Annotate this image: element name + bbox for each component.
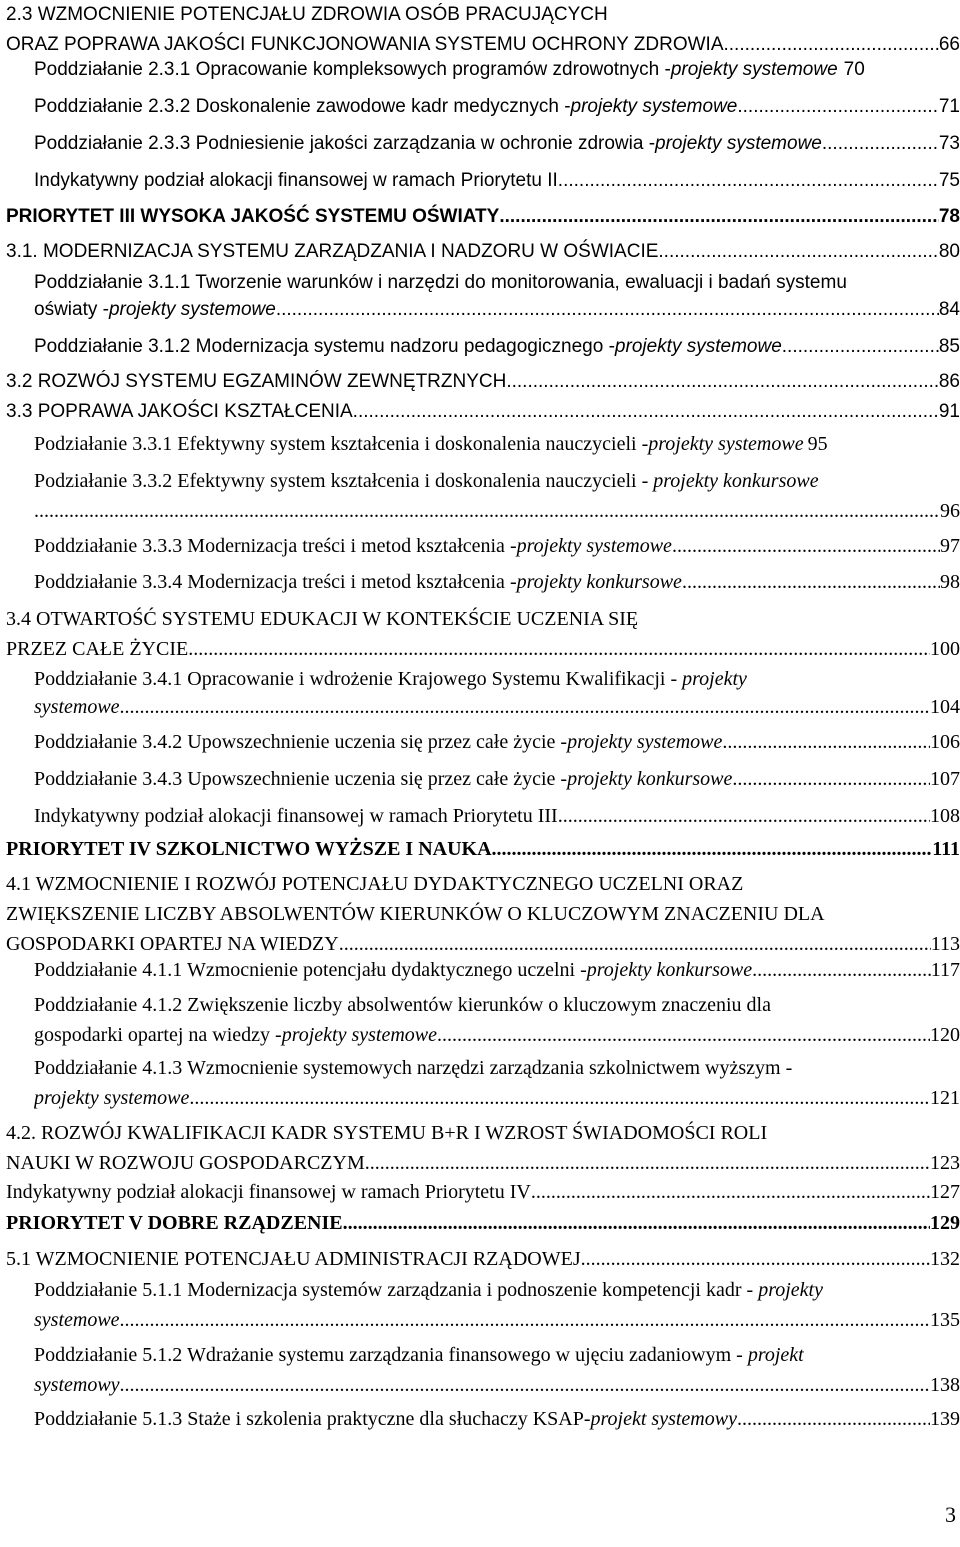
toc-entry[interactable]: [34, 332, 960, 362]
toc-entry-italic: projekt: [747, 1344, 804, 1366]
toc-entry-text: 3.4 OTWARTOŚĆ SYSTEMU EDUKACJI W KONTEKŚCIE UCZENIA SIĘ: [6, 608, 639, 630]
toc-entry-text: Poddziałanie 3.3.3 Modernizacja treści i metod kształcenia -: [34, 535, 517, 557]
toc-entry-italic: projekty systemowe: [34, 1087, 190, 1109]
dot-leader: [737, 92, 938, 122]
toc-entry[interactable]: [34, 1053, 960, 1113]
toc-page-number: 139: [930, 1408, 960, 1430]
dot-leader: [353, 397, 939, 427]
dot-leader: [558, 166, 939, 196]
toc-page-number: 100: [930, 638, 960, 660]
toc-entry[interactable]: [6, 0, 960, 60]
toc-page-number: 111: [932, 838, 960, 860]
toc-entry-italic: projekty konkursowe: [653, 470, 819, 492]
toc-entry-text: 3.3 POPRAWA JAKOŚCI KSZTAŁCENIA: [6, 401, 353, 422]
toc-entry-italic: projekty systemowe: [567, 731, 723, 753]
toc-entry-text: PRIORYTET V DOBRE RZĄDZENIE: [6, 1212, 343, 1234]
toc-entry[interactable]: [6, 397, 960, 427]
dot-leader: [34, 496, 940, 526]
toc-entry-text: Indykatywny podział alokacji finansowej w ramach Priorytetu IV: [6, 1181, 531, 1203]
toc-entry[interactable]: [34, 55, 960, 85]
toc-entry-text: Poddziałanie 3.1.2 Modernizacja systemu nadzoru pedagogicznego -: [34, 336, 615, 357]
toc-entry-italic: projekty systemowe: [516, 535, 672, 557]
toc-entry[interactable]: [6, 869, 960, 959]
toc-page-number: 108: [930, 805, 960, 827]
toc-entry-text: Podziałanie 3.3.2 Efektywny system kształcenia i doskonalenia nauczycieli -: [34, 470, 654, 492]
toc-page-number: 127: [930, 1181, 960, 1203]
toc-entry-text: ORAZ POPRAWA JAKOŚCI FUNKCJONOWANIA SYSTEMU OCHRONY ZDROWIA: [6, 34, 724, 55]
dot-leader: [658, 237, 938, 267]
toc-entry-italic: projekty konkursowe: [516, 571, 682, 593]
toc-entry[interactable]: [6, 834, 960, 864]
dot-leader: [732, 764, 930, 794]
toc-entry-italic: systemowe: [34, 1309, 120, 1331]
toc-entry-italic: projekty systemowe: [570, 96, 738, 117]
toc-page-number: 113: [930, 933, 960, 955]
toc-entry[interactable]: [34, 129, 960, 159]
toc-page-number: 129: [930, 1212, 960, 1234]
toc-page-number: 85: [938, 336, 960, 357]
toc-entry-italic: projekty: [758, 1279, 823, 1301]
toc-page-number: 84: [938, 299, 960, 320]
toc-entry-italic: projekty systemowe: [670, 59, 838, 80]
toc-entry[interactable]: [34, 801, 960, 831]
toc-page-number: 97: [940, 535, 960, 557]
toc-page-number: 104: [930, 696, 960, 718]
toc-entry-text: GOSPODARKI OPARTEJ NA WIEDZY: [6, 933, 339, 955]
toc-entry-text: PRIORYTET IV SZKOLNICTWO WYŻSZE I NAUKA: [6, 838, 492, 860]
toc-entry[interactable]: [6, 1118, 960, 1178]
toc-entry-text: Poddziałanie 3.4.2 Upowszechnienie uczenia się przez całe życie -: [34, 731, 568, 753]
dot-leader: [782, 332, 939, 362]
toc-page-number: 138: [930, 1374, 960, 1396]
toc-page-number: 70: [843, 59, 865, 80]
toc-entry[interactable]: [34, 466, 960, 526]
toc-entry-text: Poddziałanie 2.3.3 Podniesienie jakości zarządzania w ochronie zdrowia -: [34, 133, 656, 154]
dot-leader: [188, 634, 930, 664]
dot-leader: [531, 1177, 930, 1207]
toc-entry[interactable]: [34, 990, 960, 1050]
toc-page-number: 78: [938, 206, 960, 227]
toc-entry-text: gospodarki opartej na wiedzy -: [34, 1024, 282, 1046]
toc-entry-italic: systemowe: [34, 696, 120, 718]
dot-leader: [682, 567, 940, 597]
toc-entry-italic: projekt systemowy: [590, 1408, 737, 1430]
toc-entry[interactable]: [34, 955, 960, 985]
toc-page-number: 123: [930, 1152, 960, 1174]
dot-leader: [672, 531, 940, 561]
toc-entry-text: Indykatywny podział alokacji finansowej w ramach Priorytetu II: [34, 170, 558, 191]
toc-entry[interactable]: [34, 764, 960, 794]
toc-entry-text: Podziałanie 3.3.1 Efektywny system kształcenia i doskonalenia nauczycieli -: [34, 433, 649, 455]
toc-entry[interactable]: [34, 166, 960, 196]
toc-entry[interactable]: [6, 202, 960, 232]
toc-page-number: 132: [930, 1248, 960, 1270]
toc-entry[interactable]: [34, 1404, 960, 1434]
toc-entry-italic: projekty systemowe: [655, 133, 822, 154]
toc-entry-text: Poddziałanie 5.1.2 Wdrażanie systemu zarządzania finansowego w ujęciu zadaniowym -: [34, 1344, 748, 1366]
toc-entry-text: Poddziałanie 5.1.3 Staże i szkolenia praktyczne dla słuchaczy KSAP-: [34, 1408, 591, 1430]
dot-leader: [437, 1020, 930, 1050]
toc-entry-text: Poddziałanie 3.1.1 Tworzenie warunków i narzędzi do monitorowania, ewaluacji i badań systemu: [34, 272, 847, 293]
toc-entry-italic: systemowy: [34, 1374, 120, 1396]
toc-entry-text: 4.2. ROZWÓJ KWALIFIKACJI KADR SYSTEMU B+R I WZROST ŚWIADOMOŚCI ROLI: [6, 1122, 768, 1144]
toc-page-number: 66: [938, 34, 960, 55]
dot-leader: [722, 727, 930, 757]
toc-entry[interactable]: [6, 1177, 960, 1207]
toc-entry-text: NAUKI W ROZWOJU GOSPODARCZYM: [6, 1152, 365, 1174]
toc-entry-italic: projekty konkursowe: [586, 959, 753, 981]
toc-page-number: 71: [938, 96, 960, 117]
toc-entry[interactable]: [34, 664, 960, 722]
dot-leader: [492, 834, 933, 864]
dot-leader: [276, 295, 939, 325]
toc-entry-text: Poddziałanie 3.4.1 Opracowanie i wdrożenie Krajowego Systemu Kwalifikacji -: [34, 668, 683, 690]
toc-entry-text: 5.1 WZMOCNIENIE POTENCJAŁU ADMINISTRACJI RZĄDOWEJ: [6, 1248, 581, 1270]
toc-entry-text: Poddziałanie 4.1.2 Zwiększenie liczby absolwentów kierunków o kluczowym znaczeniu dla: [34, 994, 771, 1016]
toc-entry[interactable]: [34, 429, 960, 459]
toc-entry-italic: projekty systemowe: [108, 299, 276, 320]
toc-entry[interactable]: [34, 92, 960, 122]
toc-entry-text: PRIORYTET III WYSOKA JAKOŚĆ SYSTEMU OŚWIATY: [6, 206, 500, 227]
dot-leader: [499, 202, 939, 232]
dot-leader: [120, 692, 930, 722]
toc-page-number: 120: [930, 1024, 960, 1046]
toc-page-number: 91: [938, 401, 960, 422]
dot-leader: [558, 801, 930, 831]
dot-leader: [581, 1244, 930, 1274]
dot-leader: [506, 367, 939, 397]
toc-page-number: 121: [930, 1087, 960, 1109]
page-number: 3: [945, 1502, 956, 1527]
toc-entry[interactable]: [6, 237, 960, 267]
toc-entry[interactable]: [6, 604, 960, 664]
dot-leader: [365, 1148, 930, 1178]
toc-entry-text: Poddziałanie 3.3.4 Modernizacja treści i metod kształcenia -: [34, 571, 517, 593]
toc-entry-text: Poddziałanie 3.4.3 Upowszechnienie uczenia się przez całe życie -: [34, 768, 568, 790]
toc-entry-text: 4.1 WZMOCNIENIE I ROZWÓJ POTENCJAŁU DYDAKTYCZNEGO UCZELNI ORAZ: [6, 873, 744, 895]
toc-entry-text: oświaty -: [34, 299, 109, 320]
toc-entry[interactable]: [34, 567, 960, 597]
toc-page-number: 96: [940, 500, 960, 522]
toc-page-number: 107: [930, 768, 960, 790]
dot-leader: [822, 129, 939, 159]
dot-leader: [120, 1370, 930, 1400]
dot-leader: [343, 1208, 930, 1238]
toc-entry-text: Poddziałanie 2.3.1 Opracowanie kompleksowych programów zdrowotnych -: [34, 59, 671, 80]
toc-page-number: 98: [940, 571, 960, 593]
dot-leader: [752, 955, 931, 985]
toc-entry-text: Poddziałanie 2.3.2 Doskonalenie zawodowe kadr medycznych -: [34, 96, 571, 117]
toc-entry-text: Indykatywny podział alokacji finansowej w ramach Priorytetu III: [34, 805, 558, 827]
dot-leader: [120, 1305, 930, 1335]
toc-page-number: 117: [930, 959, 960, 981]
toc-entry[interactable]: [6, 1208, 960, 1238]
toc-page-number: 95: [807, 433, 828, 455]
toc-page-number: 73: [938, 133, 960, 154]
toc-entry[interactable]: [34, 268, 960, 325]
toc-entry-text: Poddziałanie 4.1.1 Wzmocnienie potencjału dydaktycznego uczelni -: [34, 959, 587, 981]
dot-leader: [189, 1083, 930, 1113]
toc-entry[interactable]: [34, 1275, 960, 1335]
toc-page-number: 80: [938, 241, 960, 262]
toc-entry-italic: projekty konkursowe: [567, 768, 733, 790]
toc-entry-text: PRZEZ CAŁE ŻYCIE: [6, 638, 189, 660]
toc-entry-italic: projekty systemowe: [648, 433, 804, 455]
toc-entry[interactable]: [6, 367, 960, 397]
toc-entry[interactable]: [34, 531, 960, 561]
toc-entry-text: 3.1. MODERNIZACJA SYSTEMU ZARZĄDZANIA I NADZORU W OŚWIACIE: [6, 241, 659, 262]
toc-entry[interactable]: [34, 1340, 960, 1400]
toc-entry-text: Poddziałanie 4.1.3 Wzmocnienie systemowych narzędzi zarządzania szkolnictwem wyższym -: [34, 1057, 793, 1079]
dot-leader: [737, 1404, 930, 1434]
toc-entry[interactable]: [6, 1244, 960, 1274]
toc-entry-text: 2.3 WZMOCNIENIE POTENCJAŁU ZDROWIA OSÓB PRACUJĄCYCH: [6, 4, 608, 25]
toc-entry-text: Poddziałanie 5.1.1 Modernizacja systemów zarządzania i podnoszenie kompetencji kadr -: [34, 1279, 759, 1301]
toc-page-number: 86: [938, 371, 960, 392]
toc-entry-italic: projekty: [682, 668, 747, 690]
toc-entry-text: ZWIĘKSZENIE LICZBY ABSOLWENTÓW KIERUNKÓW O KLUCZOWYM ZNACZENIU DLA: [6, 903, 825, 925]
toc-page-number: 75: [938, 170, 960, 191]
toc-page-number: 135: [930, 1309, 960, 1331]
toc-entry-text: 3.2 ROZWÓJ SYSTEMU EGZAMINÓW ZEWNĘTRZNYCH: [6, 371, 507, 392]
toc-entry[interactable]: [34, 727, 960, 757]
toc-entry-italic: projekty systemowe: [281, 1024, 438, 1046]
toc-page-number: 106: [930, 731, 960, 753]
toc-entry-italic: projekty systemowe: [614, 336, 782, 357]
